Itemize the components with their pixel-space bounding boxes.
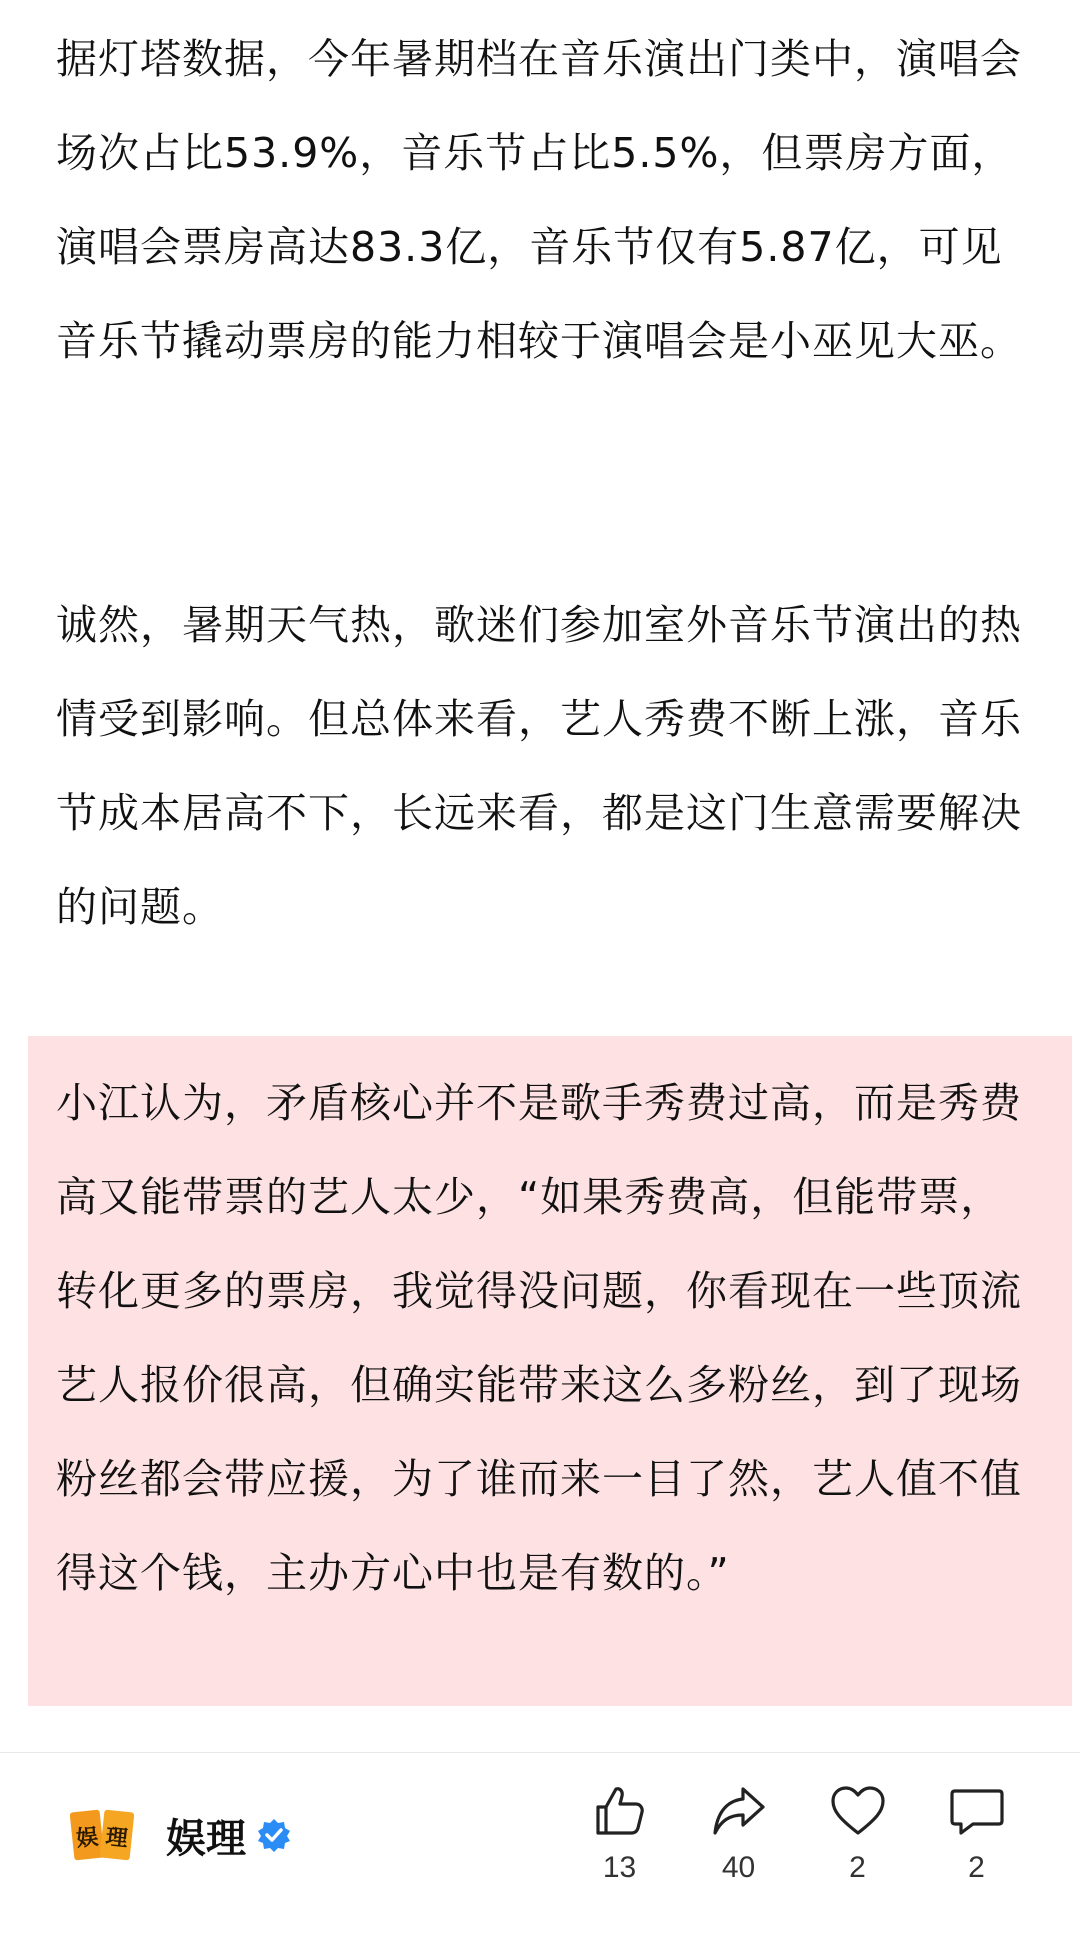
author-info[interactable] xyxy=(70,1803,292,1867)
like-count: 13 xyxy=(602,1851,637,1884)
comment-count: 2 xyxy=(968,1851,985,1884)
svg-text:娱: 娱 xyxy=(75,1824,100,1853)
heart-icon xyxy=(828,1781,888,1841)
share-count: 40 xyxy=(721,1851,756,1884)
author-logo[interactable] xyxy=(70,1803,134,1867)
quote-text: 小江认为，矛盾核心并不是歌手秀费过高，而是秀费高又能带票的艺人太少，“如果秀费高，但能带票，转化更多的票房，我觉得没问题，你看现在一些顶流艺人报价很高，但确实能带来这么多粉丝，到了现场粉丝都会带应援，为了谁而来一目了然，艺人值不值得这个钱，主办方心中也是有数的。” xyxy=(56,1079,1022,1597)
svg-text:理: 理 xyxy=(104,1824,129,1853)
author-name[interactable]: 娱理 xyxy=(166,1815,246,1862)
paragraph-1: 据灯塔数据，今年暑期档在音乐演出门类中，演唱会场次占比53.9%，音乐节占比5.5%，但票房方面，演唱会票房高达83.3亿，音乐节仅有5.87亿，可见音乐节撬动票房的能力相较于演唱会是小巫见大巫。 xyxy=(56,35,1022,365)
verified-badge-icon xyxy=(256,1817,292,1853)
share-button[interactable] xyxy=(679,1781,798,1885)
thumbs-up-icon xyxy=(590,1781,650,1841)
favorite-button[interactable] xyxy=(798,1781,917,1885)
comment-bubble-icon xyxy=(947,1781,1007,1841)
share-arrow-icon xyxy=(709,1781,769,1841)
author-logo-icon xyxy=(70,1803,134,1867)
like-button[interactable] xyxy=(560,1781,679,1885)
comment-button[interactable] xyxy=(917,1781,1036,1885)
favorite-count: 2 xyxy=(849,1851,866,1884)
paragraph-2: 诚然，暑期天气热，歌迷们参加室外音乐节演出的热情受到影响。但总体来看，艺人秀费不断上涨，音乐节成本居高不下，长远来看，都是这门生意需要解决的问题。 xyxy=(56,601,1022,931)
action-bar xyxy=(0,1753,1080,1934)
quote-block xyxy=(28,1036,1072,1706)
action-buttons xyxy=(560,1781,1036,1885)
